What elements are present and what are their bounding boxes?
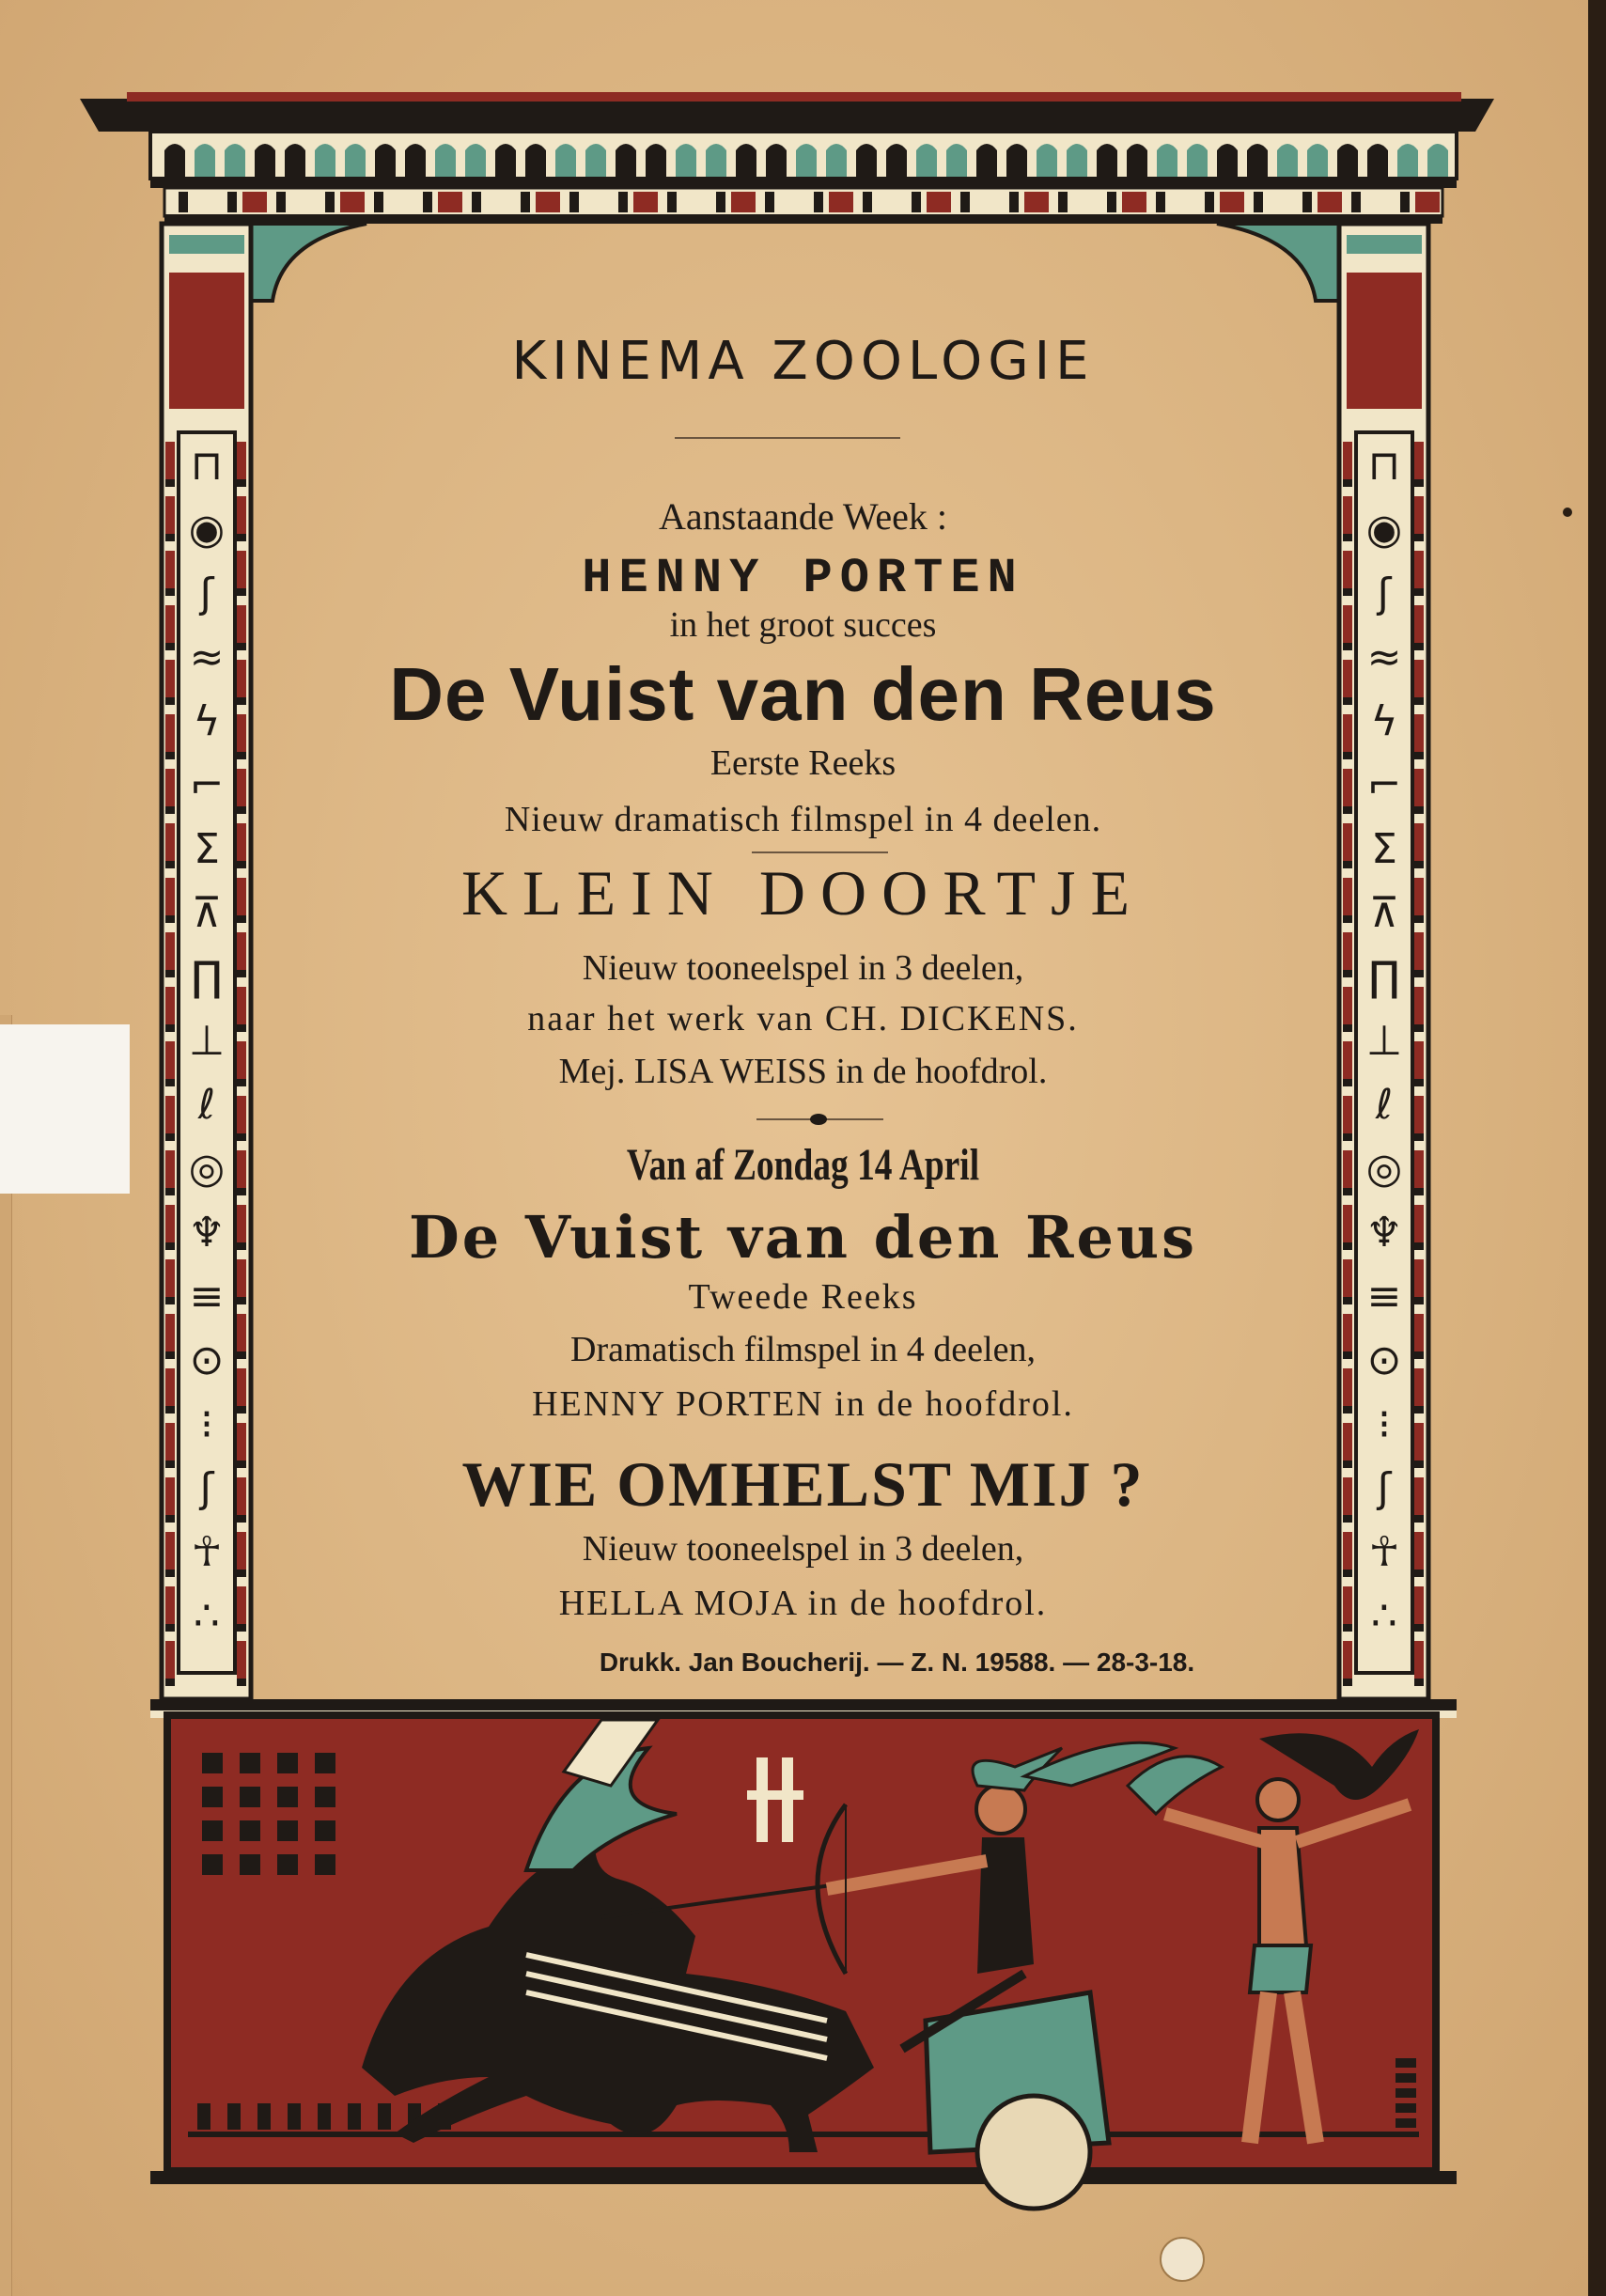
- column-stripe: [1414, 479, 1424, 487]
- cornice-arch: [976, 144, 997, 177]
- cornice-bar: [1156, 192, 1165, 212]
- cornice-arch: [1247, 144, 1268, 177]
- cornice-bar: [618, 192, 628, 212]
- hieroglyph: ≡: [189, 1273, 225, 1320]
- cornice-arch: [1427, 144, 1448, 177]
- cornice-arch: [736, 144, 756, 177]
- hieroglyph: ∏: [1368, 953, 1400, 1001]
- column-stripe: [1414, 1570, 1424, 1577]
- cornice-arch: [164, 144, 185, 177]
- hieroglyph: ʃ: [1377, 570, 1392, 617]
- cornice-bar: [1254, 192, 1263, 212]
- hieroglyph: ʃ: [1377, 1464, 1392, 1512]
- column-stripe: [165, 1188, 175, 1195]
- cornice-block: [633, 192, 658, 212]
- cornice-arch: [285, 144, 305, 177]
- scene-hieroglyph: [1396, 2058, 1416, 2068]
- cornice-block: [1024, 192, 1049, 212]
- cornice-arch: [1277, 144, 1298, 177]
- column-stripe: [1343, 1679, 1352, 1686]
- cornice-bar: [423, 192, 432, 212]
- cornice-arch: [1337, 144, 1358, 177]
- scene-hieroglyph: [277, 1854, 298, 1875]
- tagline: in het groot succes: [669, 605, 937, 645]
- cornice-block: [389, 192, 413, 212]
- cornice-arch: [766, 144, 787, 177]
- hieroglyph: ≡: [1366, 1273, 1402, 1320]
- film-description: Nieuw dramatisch filmspel in 4 deelen.: [504, 800, 1102, 839]
- cornice-arch: [405, 144, 426, 177]
- cornice-block: [829, 192, 853, 212]
- cornice-arch: [1307, 144, 1328, 177]
- cornice-arch: [856, 144, 877, 177]
- column-stripe: [1414, 1624, 1424, 1632]
- scene-hieroglyph: [288, 2103, 301, 2130]
- film-cast: Mej. LISA WEISS in de hoofdrol.: [558, 1052, 1048, 1091]
- film-title: De Vuist van den Reus: [389, 652, 1217, 736]
- cornice-arch: [225, 144, 245, 177]
- scene-hieroglyph: [1396, 2073, 1416, 2083]
- scene-hieroglyph: [240, 1753, 260, 1773]
- film-title: WIE OMHELST MIJ ?: [461, 1448, 1145, 1520]
- cornice-block: [731, 192, 756, 212]
- scene-hieroglyph: [277, 1820, 298, 1841]
- scene-hieroglyph: [1396, 2118, 1416, 2128]
- title-divider: [675, 437, 900, 439]
- column-stripe: [237, 1570, 246, 1577]
- cornice-arch: [375, 144, 396, 177]
- cornice-arch: [946, 144, 967, 177]
- printer-imprint: Drukk. Jan Boucherij. — Z. N. 19588. — 28-3-18.: [599, 1648, 1195, 1677]
- cornice-arch: [195, 144, 215, 177]
- cornice-block: [1269, 192, 1293, 212]
- venue-title: KINEMA ZOOLOGIE: [511, 331, 1095, 392]
- cornice-block: [291, 192, 316, 212]
- cornice-arch: [646, 144, 666, 177]
- cornice-arch: [1097, 144, 1117, 177]
- cornice-block: [194, 192, 218, 212]
- column-stripe: [1343, 1570, 1352, 1577]
- cornice-block: [975, 192, 1000, 212]
- cornice-arch: [585, 144, 606, 177]
- base-rule: [150, 1699, 1457, 1710]
- hieroglyph: ◎: [188, 1145, 226, 1193]
- ornament-dot: [810, 1114, 827, 1125]
- cornice-bar: [374, 192, 383, 212]
- cornice-bar: [912, 192, 921, 212]
- scene-hieroglyph: [257, 2103, 271, 2130]
- cornice-block: [242, 192, 267, 212]
- cornice-arch: [706, 144, 726, 177]
- cornice-arch: [1067, 144, 1087, 177]
- hieroglyph: ϟ: [1370, 697, 1398, 745]
- scene-hieroglyph: [227, 2103, 241, 2130]
- cornice-block: [487, 192, 511, 212]
- hieroglyph: ⊥: [1365, 1017, 1403, 1065]
- cornice-block: [682, 192, 707, 212]
- hieroglyph: ∴: [1371, 1592, 1397, 1640]
- cornice-arch: [315, 144, 335, 177]
- cornice-arch: [1367, 144, 1388, 177]
- scene-hieroglyph: [240, 1787, 260, 1807]
- hieroglyph: ∴: [194, 1592, 220, 1640]
- film-description: Nieuw tooneelspel in 3 deelen,: [582, 948, 1024, 988]
- cornice-block: [1171, 192, 1195, 212]
- cornice-arch: [1037, 144, 1057, 177]
- cornice-arch: [345, 144, 366, 177]
- film-description: Dramatisch filmspel in 4 deelen,: [570, 1330, 1036, 1369]
- cornice-bar: [960, 192, 970, 212]
- cornice-arch: [826, 144, 847, 177]
- scene-hieroglyph: [378, 2103, 391, 2130]
- hieroglyph: ∏: [191, 953, 223, 1001]
- hieroglyph: ◉: [188, 506, 226, 554]
- film-description: Nieuw tooneelspel in 3 deelen,: [582, 1529, 1024, 1569]
- cornice-bar: [1351, 192, 1361, 212]
- hieroglyph: ⊙: [1366, 1336, 1402, 1384]
- cornice-block: [1122, 192, 1146, 212]
- cornice-bar: [325, 192, 335, 212]
- column-stripe: [1343, 479, 1352, 487]
- column-stripe: [1414, 1096, 1424, 1133]
- cornice-arch: [435, 144, 456, 177]
- scene-hieroglyph: [318, 2103, 331, 2130]
- cornice-block: [1366, 192, 1391, 212]
- hieroglyph: ⁝: [1378, 1400, 1391, 1448]
- column-stripe: [1343, 1624, 1352, 1632]
- cornice-bar: [814, 192, 823, 212]
- cornice-bar: [716, 192, 725, 212]
- cornice-bar: [227, 192, 237, 212]
- scene-hieroglyph: [315, 1787, 335, 1807]
- cornice-block: [585, 192, 609, 212]
- column-stripe: [165, 1133, 175, 1141]
- cornice-block: [1415, 192, 1440, 212]
- hieroglyph: ⁝: [200, 1400, 213, 1448]
- column-stripe: [237, 1624, 246, 1632]
- cornice-arch: [495, 144, 516, 177]
- column-stripe: [1414, 1679, 1424, 1686]
- cornice: [80, 92, 1494, 301]
- hieroglyph: ⊓: [1367, 442, 1401, 490]
- cornice-bar: [1400, 192, 1410, 212]
- scene-hieroglyph: [1396, 2103, 1416, 2113]
- cornice-arch: [555, 144, 576, 177]
- cornice-bar: [179, 192, 188, 212]
- cornice-bar: [1302, 192, 1312, 212]
- hieroglyph: ⊼: [191, 889, 223, 937]
- hieroglyph: ʃ: [199, 570, 214, 617]
- column-stripe: [165, 1570, 175, 1577]
- hieroglyph: ◉: [1365, 506, 1403, 554]
- film-source: naar het werk van CH. DICKENS.: [527, 999, 1079, 1039]
- cornice-bar: [765, 192, 774, 212]
- cornice-block: [438, 192, 462, 212]
- hieroglyph: ◎: [1365, 1145, 1403, 1193]
- hieroglyph: Σ: [1371, 825, 1397, 873]
- column-stripe: [1343, 442, 1352, 479]
- cornice-block: [536, 192, 560, 212]
- punch-hole: [1160, 2237, 1205, 2282]
- cornice-arch: [1397, 144, 1418, 177]
- cornice-bar: [1009, 192, 1019, 212]
- scene-hieroglyph: [277, 1753, 298, 1773]
- divider: [752, 851, 888, 853]
- film-series: Eerste Reeks: [709, 743, 897, 783]
- column-stripe: [165, 1096, 175, 1133]
- date-heading: Van af Zondag 14 April: [626, 1140, 980, 1190]
- star-name: HENNY PORTEN: [582, 551, 1024, 606]
- week-intro: Aanstaande Week :: [658, 495, 948, 538]
- film-cast: HENNY PORTEN in de hoofdrol.: [532, 1384, 1074, 1424]
- cornice-bar: [569, 192, 579, 212]
- hieroglyph: ☥: [1368, 1528, 1400, 1576]
- film-series: Tweede Reeks: [688, 1277, 918, 1317]
- scene-hieroglyph: [202, 1820, 223, 1841]
- cornice-bar: [863, 192, 872, 212]
- hieroglyph: ⌐: [189, 761, 225, 809]
- scene-hieroglyph: [348, 2103, 361, 2130]
- column-stripe: [237, 479, 246, 487]
- cornice-arch: [886, 144, 907, 177]
- hieroglyph: ⊙: [189, 1336, 225, 1384]
- hieroglyph: ⊓: [190, 442, 224, 490]
- cornice-arch: [616, 144, 636, 177]
- cornice-bar: [1205, 192, 1214, 212]
- scene-hieroglyph: [315, 1820, 335, 1841]
- hieroglyph: Σ: [194, 825, 220, 873]
- cornice-block: [340, 192, 365, 212]
- film-title: De Vuist van den Reus: [409, 1203, 1197, 1272]
- column-stripe: [237, 1679, 246, 1686]
- scene-hieroglyph: [1396, 2088, 1416, 2098]
- hieroglyph: ⊼: [1368, 889, 1400, 937]
- cornice-arch: [465, 144, 486, 177]
- column-stripe: [165, 1679, 175, 1686]
- cornice-block: [878, 192, 902, 212]
- hieroglyph: ℓ: [1375, 1081, 1394, 1129]
- hieroglyph: ⊥: [188, 1017, 226, 1065]
- column-stripe: [165, 479, 175, 487]
- hieroglyph: ℓ: [197, 1081, 216, 1129]
- cornice-block: [1073, 192, 1098, 212]
- cornice-bar: [472, 192, 481, 212]
- cornice-bar: [1058, 192, 1068, 212]
- column-stripe: [1414, 442, 1424, 479]
- hieroglyph: ♆: [1365, 1209, 1403, 1257]
- scene-hieroglyph: [240, 1854, 260, 1875]
- cornice-bar: [276, 192, 286, 212]
- cornice-arch: [525, 144, 546, 177]
- hieroglyph: ☥: [191, 1528, 223, 1576]
- scene-hieroglyph: [197, 2103, 210, 2130]
- chariot-scene: [150, 1715, 1457, 2209]
- cornice-arch: [255, 144, 275, 177]
- hieroglyph: ≈: [189, 633, 225, 681]
- hieroglyph: ʃ: [199, 1464, 214, 1512]
- column-stripe: [1343, 1096, 1352, 1133]
- scene-hieroglyph: [202, 1787, 223, 1807]
- scene-hieroglyph: [315, 1753, 335, 1773]
- cornice-bar: [521, 192, 530, 212]
- column-stripe: [237, 442, 246, 479]
- cornice-arch: [796, 144, 817, 177]
- film-cast: HELLA MOJA in de hoofdrol.: [558, 1584, 1048, 1623]
- cornice-arch: [1157, 144, 1177, 177]
- scene-hieroglyph: [202, 1854, 223, 1875]
- scene-hieroglyph: [240, 1820, 260, 1841]
- cornice-arch: [916, 144, 937, 177]
- cornice-block: [1220, 192, 1244, 212]
- cornice-arch: [1217, 144, 1238, 177]
- cornice-block: [927, 192, 951, 212]
- hieroglyph: ≈: [1366, 633, 1402, 681]
- hieroglyph: ⌐: [1366, 761, 1402, 809]
- scene-hieroglyph: [277, 1787, 298, 1807]
- cornice-arch: [676, 144, 696, 177]
- scene-hieroglyph: [202, 1753, 223, 1773]
- cornice-arch: [1187, 144, 1208, 177]
- cornice-arch: [1127, 144, 1147, 177]
- cornice-arch: [1006, 144, 1027, 177]
- cornice-block: [1318, 192, 1342, 212]
- cornice-block: [780, 192, 804, 212]
- cornice-bar: [1107, 192, 1116, 212]
- column-stripe: [165, 1624, 175, 1632]
- cornice-bar: [667, 192, 677, 212]
- hieroglyph: ϟ: [193, 697, 221, 745]
- film-title: KLEIN DOORTJE: [460, 857, 1146, 929]
- scene-hieroglyph: [315, 1854, 335, 1875]
- hieroglyph: ♆: [188, 1209, 226, 1257]
- column-stripe: [165, 442, 175, 479]
- column-stripe: [237, 1096, 246, 1133]
- column-stripe: [165, 1150, 175, 1188]
